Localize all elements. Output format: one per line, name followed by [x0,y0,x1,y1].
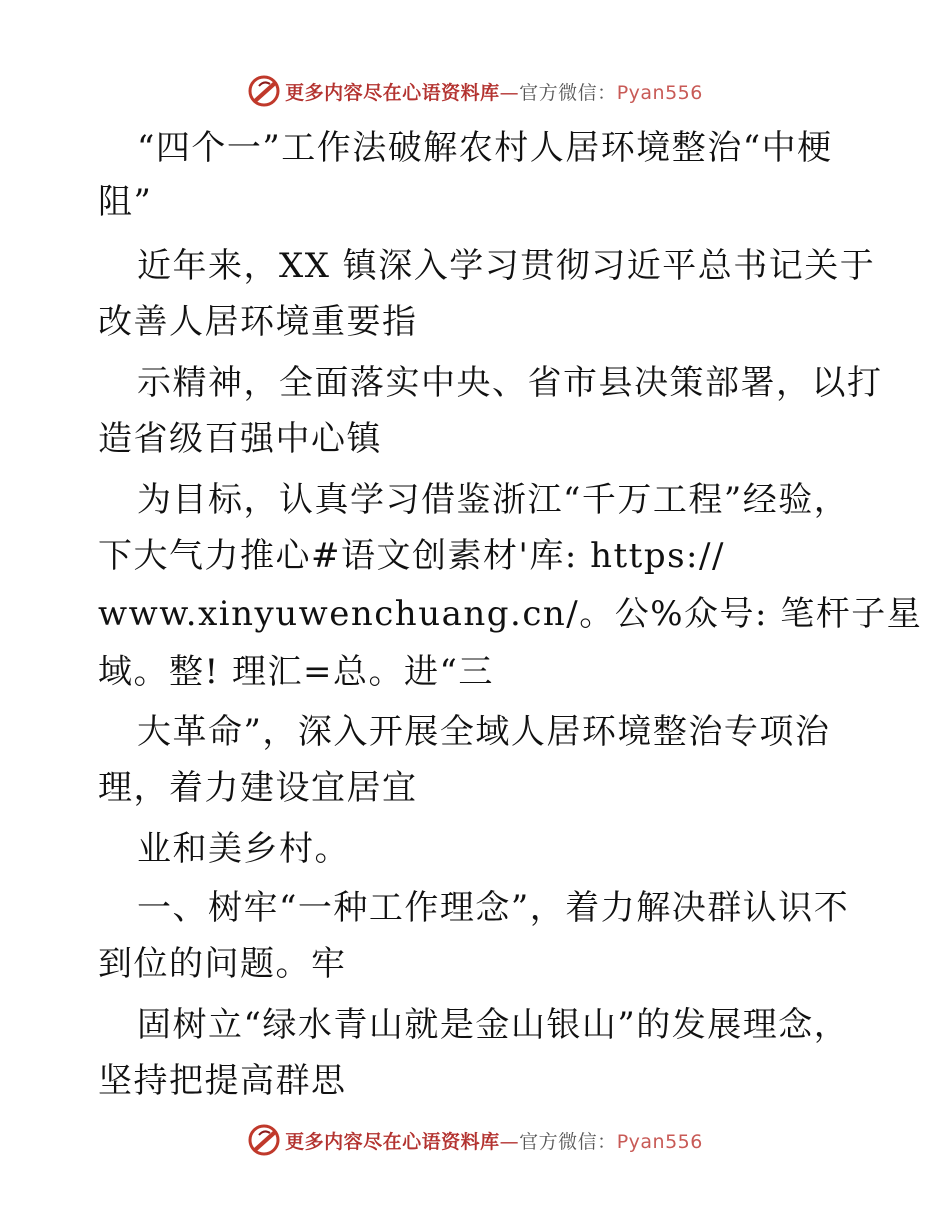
text-line: 域。整! 理汇=总。进“三 [98,652,494,692]
text-line: 改善人居环境重要指 [98,302,418,342]
text-line: 下大气力推心#语文创素材'库: https:// [98,536,725,576]
brush-logo-icon [247,74,281,108]
text-line: 为目标，认真学习借鉴浙江“千万工程”经验， [137,480,850,520]
text-line: 造省级百强中心镇 [98,419,382,459]
banner-wechat-label: 官方微信： [519,1130,617,1153]
text-line: 坚持把提高群思 [98,1061,347,1101]
header-banner [0,71,950,111]
text-line: www.xinyuwenchuang.cn/。公%众号: 笔杆子星 [98,594,923,634]
text-line: 大革命”，深入开展全域人居环境整治专项治 [137,712,831,752]
banner-text [285,78,703,105]
banner-wechat-id: Pyan556 [616,81,703,104]
footer-banner [0,1120,950,1160]
banner-library-name: 更多内容尽在心语资料库 [285,1130,500,1153]
banner-text [285,1127,703,1154]
banner-dash: — [499,1130,520,1153]
text-line: 近年来，XX 镇深入学习贯彻习近平总书记关于 [137,246,876,286]
text-line: 固树立“绿水青山就是金山银山”的发展理念， [137,1005,850,1045]
banner-dash: — [499,81,520,104]
text-line: 业和美乡村。 [137,829,350,869]
banner-wechat-id: Pyan556 [616,1130,703,1153]
banner-library-name: 更多内容尽在心语资料库 [285,81,500,104]
text-line: 到位的问题。牢 [98,944,347,984]
text-line: “四个一”工作法破解农村人居环境整治“中梗 [137,128,833,168]
brush-logo-icon [247,1123,281,1157]
text-line: 阻” [98,182,153,222]
text-line: 示精神，全面落实中央、省市县决策部署，以打 [137,363,883,403]
text-line: 理，着力建设宜居宜 [98,768,418,808]
banner-wechat-label: 官方微信： [519,81,617,104]
text-line: 一、树牢“一种工作理念”，着力解决群认识不 [137,888,850,928]
